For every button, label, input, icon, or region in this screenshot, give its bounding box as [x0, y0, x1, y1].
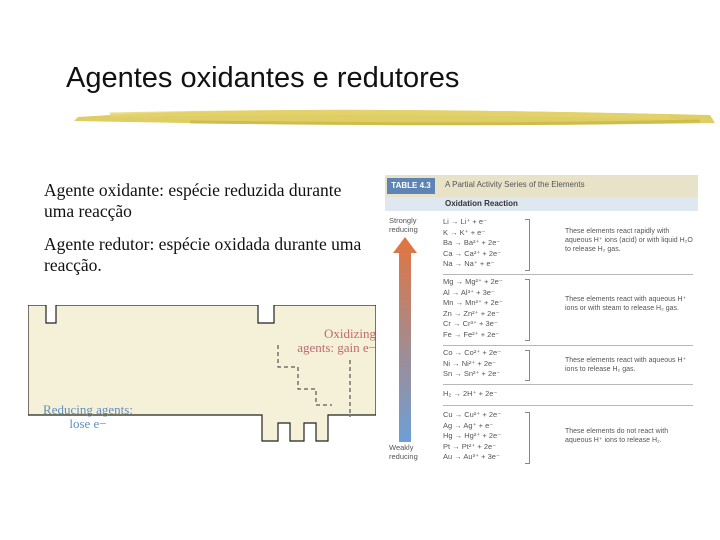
reaction-line: Ni → Ni²⁺ + 2e⁻	[443, 358, 497, 368]
reaction-line: Co → Co²⁺ + 2e⁻	[443, 348, 502, 357]
reaction-line: Hg → Hg²⁺ + 2e⁻	[443, 431, 502, 440]
reaction-line: Mn → Mn²⁺ + 2e⁻	[443, 298, 503, 307]
reaction-line: Fe → Fe²⁺ + 2e⁻	[443, 329, 500, 339]
reducing-definition: Agente redutor: espécie oxidada durante uma reacção.	[44, 234, 362, 275]
group-note-1: These elements react rapidly with aqueous H⁺ ions (acid) or with liquid H₂O to release H₂ gas.	[565, 228, 693, 253]
table-header	[385, 175, 698, 197]
weakly-reducing-label: Weakly reducing	[389, 443, 418, 461]
group-note-5: These elements do not react with aqueous H⁺ ions to release H₂.	[565, 428, 669, 444]
reaction-line: Cu → Cu²⁺ + 2e⁻	[443, 410, 502, 419]
reaction-line: Zn → Zn²⁺ + 2e⁻	[443, 308, 500, 318]
table-title: A Partial Activity Series of the Elements	[445, 180, 585, 189]
reaction-line: Ca → Ca²⁺ + 2e⁻	[443, 248, 502, 258]
group-bracket	[525, 279, 530, 341]
reaction-line: K → K⁺ + e⁻	[443, 227, 486, 237]
reaction-line: H₂ → 2H⁺ + 2e⁻	[443, 389, 498, 398]
activity-series-table	[385, 175, 698, 473]
reaction-group-1	[443, 217, 501, 270]
group-note-3: These elements react with aqueous H⁺ ions to release H₂ gas.	[565, 357, 687, 373]
reaction-line: Na → Na⁺ + e⁻	[443, 259, 495, 268]
reaction-line: Ba → Ba²⁺ + 2e⁻	[443, 238, 501, 247]
reaction-line: Au → Au³⁺ + 3e⁻	[443, 452, 500, 461]
reaction-line: Pt → Pt²⁺ + 2e⁻	[443, 441, 497, 451]
reaction-line: Ag → Ag⁺ + e⁻	[443, 420, 494, 430]
oxidizing-definition: Agente oxidante: espécie reduzida durante uma reacção	[44, 180, 342, 221]
group-divider	[443, 384, 693, 385]
reaction-line: Sn → Sn²⁺ + 2e⁻	[443, 369, 501, 378]
group-bracket	[525, 350, 530, 381]
reaction-line: Mg → Mg²⁺ + 2e⁻	[443, 277, 503, 286]
reducing-agents-label: Reducing agents: lose e−	[43, 402, 133, 431]
group-bracket	[525, 219, 530, 271]
reaction-group-5	[443, 410, 501, 463]
slide-title: Agentes oxidantes e redutores	[66, 62, 460, 94]
group-divider	[443, 274, 693, 275]
reaction-line: Cr → Cr³⁺ + 3e⁻	[443, 319, 498, 328]
oxidizing-agents-label: Oxidizing agents: gain e−	[297, 326, 376, 355]
group-note-2: These elements react with aqueous H⁺ ions or with steam to release H₂ gas.	[565, 296, 687, 312]
reaction-group-4	[443, 389, 497, 400]
table-number-tag: TABLE 4.3	[387, 178, 435, 194]
group-divider	[443, 405, 693, 406]
strongly-reducing-label: Strongly reducing	[389, 216, 418, 234]
column-label: Oxidation Reaction	[445, 199, 518, 208]
reaction-line: Al → Al³⁺ + 3e⁻	[443, 287, 495, 297]
body-text	[44, 180, 374, 288]
title-underline-brush	[70, 103, 720, 133]
reaction-group-3	[443, 348, 501, 380]
reaction-group-2	[443, 277, 503, 340]
table-column-header	[385, 197, 698, 211]
reaction-line: Li → Li⁺ + e⁻	[443, 217, 487, 226]
reducing-strength-arrow	[393, 237, 433, 467]
electron-transfer-figure	[28, 305, 376, 445]
group-divider	[443, 345, 693, 346]
group-bracket	[525, 412, 530, 464]
